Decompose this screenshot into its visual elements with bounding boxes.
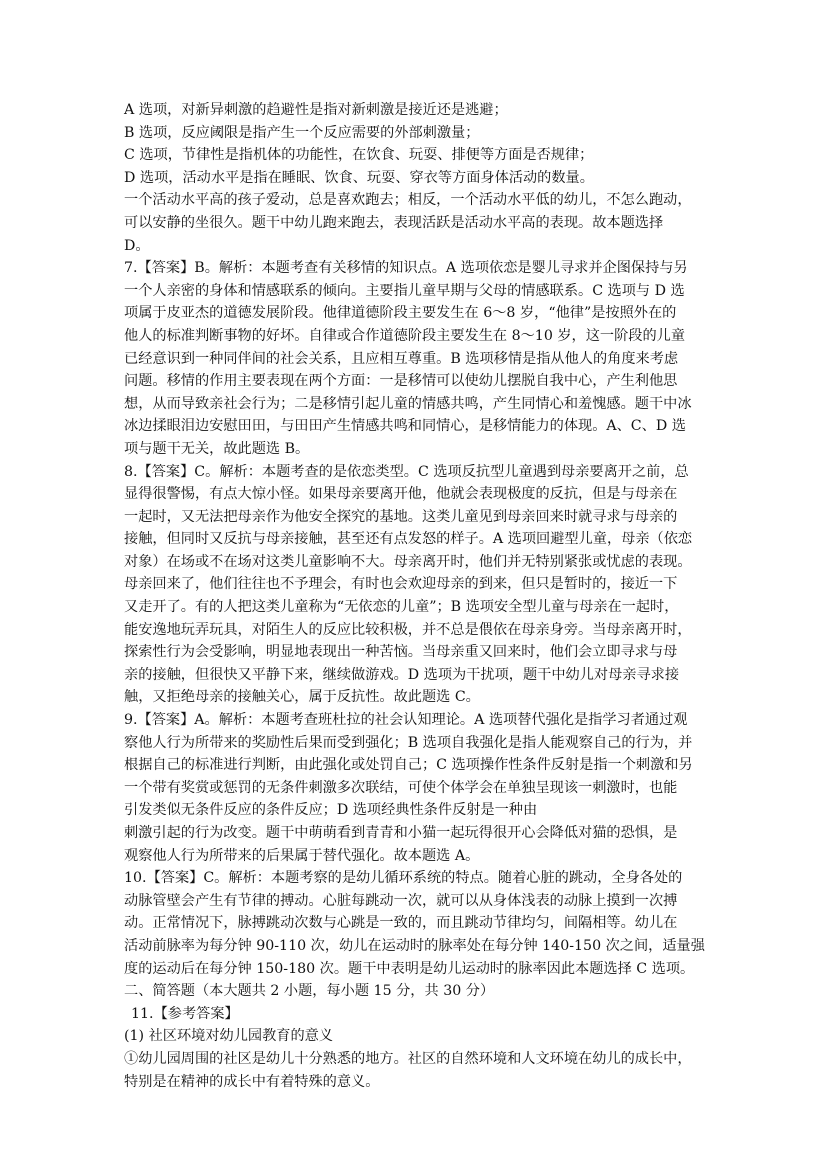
- text-line: 项属于皮亚杰的道德发展阶段。他律道德阶段主要发生在 6～8 岁，“他律”是按照外在的: [124, 305, 677, 322]
- text-line: 想，从而导致亲社会行为；二是移情引起儿童的情感共鸣，产生同情心和羞愧感。题干中冰: [124, 395, 692, 412]
- section-heading: 二、简答题（本大题共 2 小题，每小题 15 分，共 30 分）: [124, 983, 495, 1000]
- text-line: D。: [124, 237, 150, 254]
- answer-7-line: 7.【答案】B。解析：本题考查有关移情的知识点。A 选项依恋是婴儿寻求并企图保持与另: [124, 260, 688, 277]
- text-line: A 选项，对新异刺激的趋避性是指对新刺激是接近还是逃避；: [124, 102, 508, 118]
- text-line: 触，又拒绝母亲的接触关心，属于反抗性。故此题选 C。: [124, 689, 480, 706]
- text-line: 动脉管壁会产生有节律的搏动。心脏每跳动一次，就可以从身体浅表的动脉上摸到一次搏: [124, 892, 678, 909]
- text-line: 接触，但同时又反抗与母亲接触，甚至还有点发怒的样子。A 选项回避型儿童，母亲（依恋: [124, 531, 693, 548]
- text-line: 一个活动水平高的孩子爱动，总是喜欢跑去；相反，一个活动水平低的幼儿，不怎么跑动，: [124, 192, 692, 209]
- text-line: 已经意识到一种同伴间的社会关系，且应相互尊重。B 选项移情是指从他人的角度来考虑: [124, 350, 679, 367]
- text-line: 刺激引起的行为改变。题干中萌萌看到青青和小猫一起玩得很开心会降低对猫的恐惧，是: [124, 825, 678, 841]
- text-line: 对象）在场或不在场对这类儿童影响不大。母亲离开时，他们并无特别紧张或忧虑的表现。: [124, 553, 692, 570]
- text-line: 母亲回来了，他们往往也不予理会，有时也会欢迎母亲的到来，但只是暂时的，接近一下: [124, 576, 678, 593]
- text-line: 又走开了。有的人把这类儿童称为“无依恋的儿童”；B 选项安全型儿童与母亲在一起时，: [124, 599, 679, 616]
- text-line: ①幼儿园周围的社区是幼儿十分熟悉的地方。社区的自然环境和人文环境在幼儿的成长中，: [124, 1050, 692, 1067]
- text-line: B 选项，反应阈限是指产生一个反应需要的外部刺激量；: [124, 124, 480, 141]
- text-line: 活动前脉率为每分钟 90-110 次，幼儿在运动时的脉率处在每分钟 140-150 次之间，适量强: [124, 937, 705, 954]
- text-line: 显得很警惕，有点大惊小怪。如果母亲要离开他，他就会表现极度的反抗，但是与母亲在: [124, 486, 678, 503]
- text-line: 他人的标准判断事物的好坏。自律或合作道德阶段主要发生在 8～10 岁，这一阶段的儿童: [124, 327, 686, 344]
- text-line: 能安逸地玩弄玩具，对陌生人的反应比较积极，并不总是偎依在母亲身旁。当母亲离开时，: [124, 621, 692, 638]
- text-line: 特别是在精神的成长中有着特殊的意义。: [124, 1073, 380, 1090]
- document-page: [124, 99, 704, 1093]
- text-line: 动。正常情况下，脉搏跳动次数与心跳是一致的，而且跳动节律均匀，间隔相等。幼儿在: [124, 915, 678, 932]
- text-line: 一个带有奖赏或惩罚的无条件刺激多次联结，可使个体学会在单独呈现该一刺激时，也能: [124, 779, 678, 796]
- text-line: 一个人亲密的身体和情感联系的倾向。主要指儿童早期与父母的情感联系。C 选项与 D 选: [124, 282, 685, 299]
- text-line: 度的运动后在每分钟 150-180 次。题干中表明是幼儿运动时的脉率因此本题选择 C 选项。: [124, 960, 695, 977]
- text-line: 引发类似无条件反应的条件反应；D 选项经典性条件反射是一种由: [124, 802, 538, 819]
- text-line: 可以安静的坐很久。题干中幼儿跑来跑去，表现活跃是活动水平高的表现。故本题选择: [124, 214, 664, 231]
- answer-8-line: 8.【答案】C。解析：本题考查的是依恋类型。C 选项反抗型儿童遇到母亲要离开之前，总: [124, 463, 689, 480]
- text-line: 察他人行为所带来的奖励性后果而受到强化；B 选项自我强化是指人能观察自己的行为，并: [124, 734, 693, 751]
- subheading: (1) 社区环境对幼儿园教育的意义: [124, 1028, 334, 1045]
- text-line: 亲的接触，但很快又平静下来，继续做游戏。D 选项为干扰项，题干中幼儿对母亲寻求接: [124, 666, 680, 683]
- answer-11-heading: 11.【参考答案】: [131, 1005, 239, 1022]
- text-line: 一起时，又无法把母亲作为他安全探究的基地。这类儿童见到母亲回来时就寻求与母亲的: [124, 508, 678, 525]
- text-line: D 选项，活动水平是指在睡眠、饮食、玩耍、穿衣等方面身体活动的数量。: [124, 169, 594, 186]
- text-line: 根据自己的标准进行判断，由此强化或处罚自己；C 选项操作性条件反射是指一个刺激和另: [124, 757, 693, 774]
- text-line: 项与题干无关，故此题选 B。: [124, 440, 310, 457]
- answer-10-line: 10.【答案】C。解析：本题考察的是幼儿循环系统的特点。随着心脏的跳动，全身各处的: [124, 870, 683, 887]
- text-line: 冰边揉眼泪边安慰田田，与田田产生情感共鸣和同情心，是移情能力的体现。A、C、D 选: [124, 418, 686, 435]
- text-line: 探索性行为会受影响，明显地表现出一种苦恼。当母亲重又回来时，他们会立即寻求与母: [124, 644, 678, 661]
- text-line: 问题。移情的作用主要表现在两个方面：一是移情可以使幼儿摆脱自我中心，产生利他思: [124, 373, 678, 390]
- answer-9-line: 9.【答案】A。解析：本题考查班杜拉的社会认知理论。A 选项替代强化是指学习者通过观: [124, 712, 688, 729]
- text-line: 观察他人行为所带来的后果属于替代强化。故本题选 A。: [124, 847, 480, 864]
- text-line: C 选项，节律性是指机体的功能性，在饮食、玩耍、排便等方面是否规律；: [124, 147, 594, 164]
